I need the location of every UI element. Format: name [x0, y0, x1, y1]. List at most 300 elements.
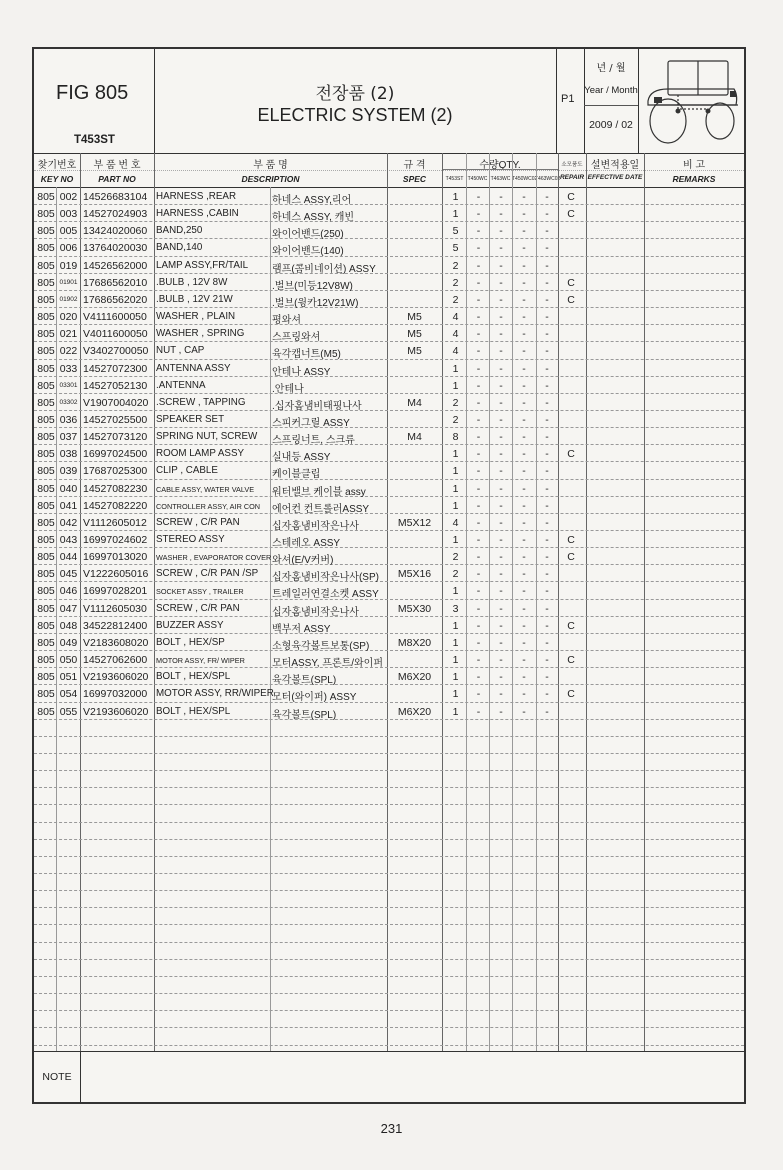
table-row: [34, 361, 744, 378]
qty-model-2: -: [476, 705, 481, 718]
description: ANTENNA ASSY: [156, 362, 231, 374]
col-key-korean: 찾기번호: [37, 160, 77, 171]
qty-model-3: -: [499, 448, 503, 461]
description: SPEAKER SET: [156, 413, 225, 425]
key-number: 043: [59, 534, 78, 546]
qty-model-2: -: [476, 362, 481, 375]
table-row: [34, 258, 744, 275]
key-group: 805: [37, 551, 55, 564]
key-number: 01902: [59, 295, 78, 303]
qty-model-5: -: [545, 516, 549, 529]
column-headers: [34, 153, 744, 188]
key-number: 022: [59, 345, 78, 358]
table-row: [34, 601, 744, 618]
qty-model-4: -: [522, 345, 526, 358]
key-group: 805: [37, 242, 55, 255]
qty-model-2: -: [476, 448, 481, 461]
qty-model-2: -: [476, 585, 481, 598]
table-row: [34, 343, 744, 360]
part-number: 34522812400: [83, 619, 148, 632]
key-group: 805: [37, 379, 55, 392]
row-divider: [34, 890, 744, 891]
description-korean: 스프링와셔: [272, 332, 321, 344]
qty-model-1: 1: [452, 448, 459, 461]
qty-model-1: 1: [452, 208, 459, 221]
table-row: [34, 309, 744, 326]
table-row: [34, 378, 744, 395]
part-number: 16997013020: [83, 551, 148, 564]
description: WASHER , SPRING: [156, 328, 245, 340]
key-number: 051: [59, 671, 78, 684]
qty-model-5: -: [545, 276, 549, 289]
qty-model-2: -: [476, 311, 481, 324]
spec: M6X20: [397, 705, 432, 718]
qty-model-3: -: [499, 191, 503, 203]
description-korean: 하네스 ASSY,리어: [272, 195, 352, 206]
key-number: 005: [59, 225, 78, 238]
key-number: 042: [59, 516, 78, 529]
table-row: [34, 481, 744, 498]
description: .SCREW , TAPPING: [156, 396, 246, 408]
key-number: 003: [59, 208, 78, 221]
qty-model-5: -: [545, 654, 549, 667]
description-korean: 십자홈냄비작은나사(SP): [272, 572, 379, 584]
key-group: 805: [37, 465, 55, 478]
col-desc: DESCRIPTION: [241, 174, 300, 184]
table-row: [34, 240, 744, 257]
table-row: [34, 583, 744, 600]
key-number: 054: [59, 688, 78, 701]
part-number: V1112605012: [83, 516, 147, 529]
repair-code: C: [567, 619, 575, 632]
qty-model-4: -: [522, 671, 526, 684]
qty-model-1: 2: [452, 259, 459, 272]
description-korean: 스프링너트, 스크류: [272, 435, 355, 447]
part-number: 14527025500: [83, 413, 148, 426]
title-cell: [154, 49, 557, 153]
qty-model-3: -: [499, 551, 503, 564]
description: .ANTENNA: [156, 379, 206, 391]
part-number: 16997024602: [83, 534, 148, 546]
description: WASHER , PLAIN: [156, 311, 236, 323]
description-korean: 트레일러연결소켓 ASSY: [272, 589, 379, 601]
qty-model-1: 5: [452, 242, 459, 255]
description-korean: 와이어밴드(250): [272, 229, 344, 241]
key-number: 045: [59, 568, 78, 581]
key-group: 805: [37, 448, 55, 461]
qty-model-3: -: [499, 259, 503, 272]
qty-model-2: -: [476, 568, 481, 581]
qty-model-1: 4: [452, 345, 459, 358]
key-number: 021: [59, 328, 78, 341]
parts-sheet: [32, 47, 746, 1104]
col-repair-korean: 소모품도: [561, 162, 583, 168]
qty-model-4: -: [522, 534, 526, 546]
date-divider: [584, 105, 638, 106]
qty-model-1: 3: [452, 602, 459, 615]
qty-model-5: -: [545, 534, 549, 546]
col-remarks: REMARKS: [672, 174, 716, 184]
qty-model-1: 1: [452, 379, 459, 392]
description-korean: 하네스 ASSY, 캐빈: [272, 212, 355, 224]
tractor-icon: [638, 49, 744, 153]
key-group: 805: [37, 293, 55, 306]
qty-model-1: 1: [452, 482, 459, 495]
qty-model-5: -: [545, 311, 549, 324]
description-korean: 실내등 ASSY: [272, 452, 331, 464]
repair-code: C: [567, 654, 575, 667]
part-number: 17687025300: [83, 465, 148, 478]
description-korean: 와이어밴드(140): [272, 246, 344, 258]
qty-model-4: -: [522, 225, 526, 238]
col-desc-korean: 부 품 명: [253, 160, 288, 171]
qty-model-4: -: [522, 568, 526, 581]
key-group: 805: [37, 516, 55, 529]
qty-model-3: -: [499, 208, 503, 221]
date-value: 2009 / 02: [589, 119, 633, 131]
row-divider: [34, 959, 744, 960]
date-cell: [584, 49, 639, 153]
part-number: 16997028201: [83, 585, 148, 598]
qty-model-1: 1: [452, 362, 459, 375]
qty-model-2: -: [476, 619, 481, 632]
description: .BULB , 12V 21W: [156, 293, 233, 305]
key-group: 805: [37, 705, 55, 718]
key-group: 805: [37, 602, 55, 615]
qty-model-1: 1: [452, 705, 459, 718]
key-number: 020: [59, 311, 78, 324]
qty-model-2: -: [476, 465, 481, 478]
qty-model-2: -: [476, 602, 481, 615]
qty-model-3: -: [499, 362, 503, 375]
col-remarks-korean: 비 고: [682, 160, 706, 171]
qty-model-5: -: [545, 191, 549, 203]
qty-model-1: 2: [452, 293, 459, 306]
key-group: 805: [37, 259, 55, 272]
qty-model-2: -: [476, 276, 481, 289]
table-row: [34, 206, 744, 223]
qty-model-1: 4: [452, 311, 459, 324]
qty-model-3: -: [499, 345, 503, 358]
part-number: V3402700050: [83, 345, 149, 358]
spec: M4: [407, 431, 422, 444]
description-korean: 와셔(E/V커버): [272, 555, 334, 567]
qty-model-1: 1: [452, 534, 459, 546]
qty-model-3: -: [499, 568, 503, 581]
key-group: 805: [37, 345, 55, 358]
qty-model-4: -: [522, 688, 526, 701]
qty-model-1: 2: [452, 396, 459, 409]
description: LAMP ASSY,FR/TAIL: [156, 259, 249, 271]
qty-model-4: -: [522, 499, 526, 512]
qty-model-4: -: [522, 448, 526, 461]
description-korean: 모터ASSY, 프론트/와이퍼: [272, 658, 384, 670]
qty-model-5: -: [545, 499, 549, 512]
repair-code: C: [567, 276, 575, 289]
fig-number: FIG 805: [56, 82, 129, 104]
description-korean: 에어컨 컨트롤러ASSY: [272, 503, 370, 515]
qty-model-3: -: [499, 585, 503, 598]
part-number: 14527062600: [83, 654, 148, 667]
note-label: NOTE: [34, 1052, 81, 1103]
table-row: [34, 275, 744, 292]
date-label-english: Year / Month: [584, 85, 638, 96]
row-divider: [34, 753, 744, 754]
description: MOTOR ASSY, FR/ WIPER: [156, 656, 245, 666]
page-cell: [556, 49, 585, 153]
qty-model-1: 2: [452, 568, 459, 581]
qty-model-1: 1: [452, 636, 459, 649]
qty-model-3: -: [499, 311, 503, 324]
part-number: 13424020060: [83, 225, 148, 238]
description-korean: .벌브(윙카12V21W): [272, 297, 359, 309]
table-row: [34, 189, 744, 206]
qty-model-4: -: [522, 191, 526, 203]
row-divider: [34, 976, 744, 977]
col-spec-korean: 규 격: [403, 160, 426, 171]
part-number: 13764020030: [83, 242, 148, 255]
qty-model-3: -: [499, 242, 503, 255]
qty-model-2: -: [476, 225, 481, 238]
row-divider: [34, 1027, 744, 1028]
qty-model-3: -: [499, 379, 503, 392]
col-qty-model-2: T450WC: [467, 176, 488, 182]
part-number: 14526562000: [83, 259, 148, 272]
key-number: 039: [59, 465, 78, 478]
qty-model-1: 2: [452, 551, 459, 564]
key-group: 805: [37, 311, 55, 324]
header-bilingual-divider: [34, 170, 744, 171]
part-number: 14527082220: [83, 499, 148, 512]
qty-model-4: -: [522, 379, 526, 392]
qty-model-5: -: [545, 328, 549, 341]
qty-model-5: -: [545, 482, 549, 495]
table-row: [34, 463, 744, 480]
qty-model-5: -: [545, 705, 549, 718]
qty-model-3: -: [499, 688, 503, 701]
qty-model-3: -: [499, 534, 503, 546]
qty-model-4: -: [522, 208, 526, 221]
key-group: 805: [37, 636, 55, 649]
key-group: 805: [37, 499, 55, 512]
qty-model-3: -: [499, 328, 503, 341]
part-number: 16997024500: [83, 448, 148, 461]
table-row: [34, 429, 744, 446]
key-group: 805: [37, 362, 55, 375]
qty-model-2: -: [476, 259, 481, 272]
qty-model-5: -: [545, 362, 549, 375]
description-korean: .벌브(미등12V8W): [272, 280, 353, 292]
qty-model-5: -: [545, 208, 549, 221]
qty-model-5: -: [545, 636, 549, 649]
spec: M5X16: [397, 568, 432, 581]
qty-model-4: -: [522, 482, 526, 495]
description-korean: .십자홈냄비태핑나사: [272, 400, 362, 412]
key-group: 805: [37, 191, 55, 203]
description-korean: 스피커그릴 ASSY: [272, 417, 350, 429]
key-number: 047: [59, 602, 78, 615]
row-divider: [34, 1045, 744, 1046]
part-number: 14527024903: [83, 208, 148, 221]
key-group: 805: [37, 482, 55, 495]
qty-model-3: -: [499, 619, 503, 632]
description: HARNESS ,CABIN: [156, 208, 239, 220]
part-number: 17686562020: [83, 293, 148, 306]
qty-model-2: -: [476, 191, 481, 203]
table-row: [34, 618, 744, 635]
qty-model-2: -: [476, 413, 481, 426]
qty-model-5: -: [545, 465, 549, 478]
description: BAND,140: [156, 242, 203, 254]
qty-model-4: -: [522, 585, 526, 598]
key-group: 805: [37, 671, 55, 684]
qty-model-4: -: [522, 551, 526, 564]
description: HARNESS ,REAR: [156, 191, 237, 202]
table-row: [34, 652, 744, 669]
part-number: V1112605030: [83, 602, 147, 615]
qty-model-3: -: [499, 516, 503, 529]
qty-model-5: -: [545, 602, 549, 615]
table-row: [34, 532, 744, 549]
part-number: V1907004020: [83, 396, 149, 409]
description-korean: 육각볼트(SPL): [272, 709, 337, 721]
table-row: [34, 704, 744, 721]
key-group: 805: [37, 328, 55, 341]
qty-model-2: -: [476, 242, 481, 255]
qty-model-2: -: [476, 345, 481, 358]
qty-model-3: -: [499, 396, 503, 409]
part-number: V4011600050: [83, 328, 148, 341]
qty-model-1: 1: [452, 671, 459, 684]
qty-model-1: 4: [452, 516, 459, 529]
table-row: [34, 412, 744, 429]
model-code: T453ST: [74, 134, 115, 146]
key-number: 033: [59, 362, 78, 375]
qty-model-3: -: [499, 636, 503, 649]
fig-cell: [34, 49, 155, 153]
row-divider: [34, 770, 744, 771]
row-divider: [34, 924, 744, 925]
description: WASHER , EVAPORATOR COVER: [156, 553, 272, 563]
qty-model-2: -: [476, 379, 481, 392]
qty-model-4: -: [522, 413, 526, 426]
qty-model-2: -: [476, 671, 481, 684]
qty-model-5: -: [545, 413, 549, 426]
qty-model-4: -: [522, 396, 526, 409]
part-number: V2193606020: [83, 705, 149, 718]
note-box: [34, 1051, 744, 1103]
description-korean: 모터(와이퍼) ASSY: [272, 692, 357, 704]
row-divider: [34, 804, 744, 805]
page-number: 231: [380, 1121, 403, 1136]
description: BOLT , HEX/SPL: [156, 705, 231, 717]
qty-model-1: 2: [452, 276, 459, 289]
key-number: 036: [59, 413, 78, 426]
qty-model-3: -: [499, 705, 503, 718]
description: SCREW , C/R PAN /SP: [156, 568, 259, 580]
key-number: 01901: [59, 278, 78, 286]
date-label-korean: 년 / 월: [596, 63, 626, 74]
qty-model-2: -: [476, 293, 481, 306]
qty-model-4: -: [522, 311, 526, 324]
description: BAND,250: [156, 225, 203, 237]
col-qty: 수량QTY.: [479, 160, 521, 171]
repair-code: C: [567, 448, 575, 461]
key-number: 002: [59, 191, 78, 203]
qty-model-1: 1: [452, 191, 459, 203]
key-number: 041: [59, 499, 78, 512]
description-korean: 십자홈냄비작은나사: [272, 520, 359, 532]
qty-model-1: 8: [452, 431, 459, 444]
part-number: 14526683104: [83, 191, 148, 203]
qty-model-2: -: [476, 551, 481, 564]
col-effective-date: EFFECTIVE DATE: [587, 174, 643, 181]
col-qty-model-4: T450WC02: [512, 176, 538, 182]
col-qty-model-5: T463WC02: [535, 176, 561, 182]
qty-model-3: -: [499, 671, 503, 684]
repair-code: C: [567, 551, 575, 564]
table-row: [34, 669, 744, 686]
row-divider: [34, 1010, 744, 1011]
key-group: 805: [37, 688, 55, 701]
qty-model-4: -: [522, 259, 526, 272]
qty-model-1: 1: [452, 499, 459, 512]
key-number: 03302: [59, 398, 78, 406]
description-korean: 안테나 ASSY: [272, 366, 331, 378]
key-number: 050: [59, 654, 78, 667]
table-row: [34, 326, 744, 343]
qty-model-4: -: [522, 293, 526, 306]
description: CABLE ASSY, WATER VALVE: [156, 484, 255, 494]
spec: M6X20: [397, 671, 432, 684]
key-number: 03301: [59, 381, 78, 389]
qty-model-2: -: [476, 516, 481, 529]
col-qty-model-3: T463WC: [490, 176, 511, 182]
part-number: 14527072300: [83, 362, 148, 375]
qty-model-5: -: [545, 585, 549, 598]
key-group: 805: [37, 431, 55, 444]
qty-model-3: -: [499, 293, 503, 306]
qty-model-3: -: [499, 413, 503, 426]
col-spec: SPEC: [402, 174, 427, 184]
qty-model-2: -: [476, 636, 481, 649]
qty-model-5: -: [545, 259, 549, 272]
key-group: 805: [37, 568, 55, 581]
qty-model-2: -: [476, 431, 481, 444]
qty-model-5: -: [545, 688, 549, 701]
qty-model-4: -: [522, 602, 526, 615]
key-number: 038: [59, 448, 78, 461]
col-part-korean: 부 품 번 호: [93, 160, 141, 171]
repair-code: C: [567, 534, 575, 546]
part-number: 14527052130: [83, 379, 148, 392]
repair-code: C: [567, 293, 575, 306]
qty-model-1: 1: [452, 619, 459, 632]
qty-model-2: -: [476, 499, 481, 512]
spec: M5: [407, 328, 422, 341]
qty-model-5: -: [545, 345, 549, 358]
part-number: V2193606020: [83, 671, 149, 684]
description: ROOM LAMP ASSY: [156, 448, 245, 460]
key-number: 019: [59, 259, 78, 272]
qty-model-5: -: [545, 619, 549, 632]
key-group: 805: [37, 585, 55, 598]
col-part: PART NO: [98, 174, 136, 184]
spec: M5: [407, 311, 422, 324]
description-korean: 육각볼트(SPL): [272, 675, 337, 687]
qty-model-1: 4: [452, 328, 459, 341]
key-group: 805: [37, 654, 55, 667]
